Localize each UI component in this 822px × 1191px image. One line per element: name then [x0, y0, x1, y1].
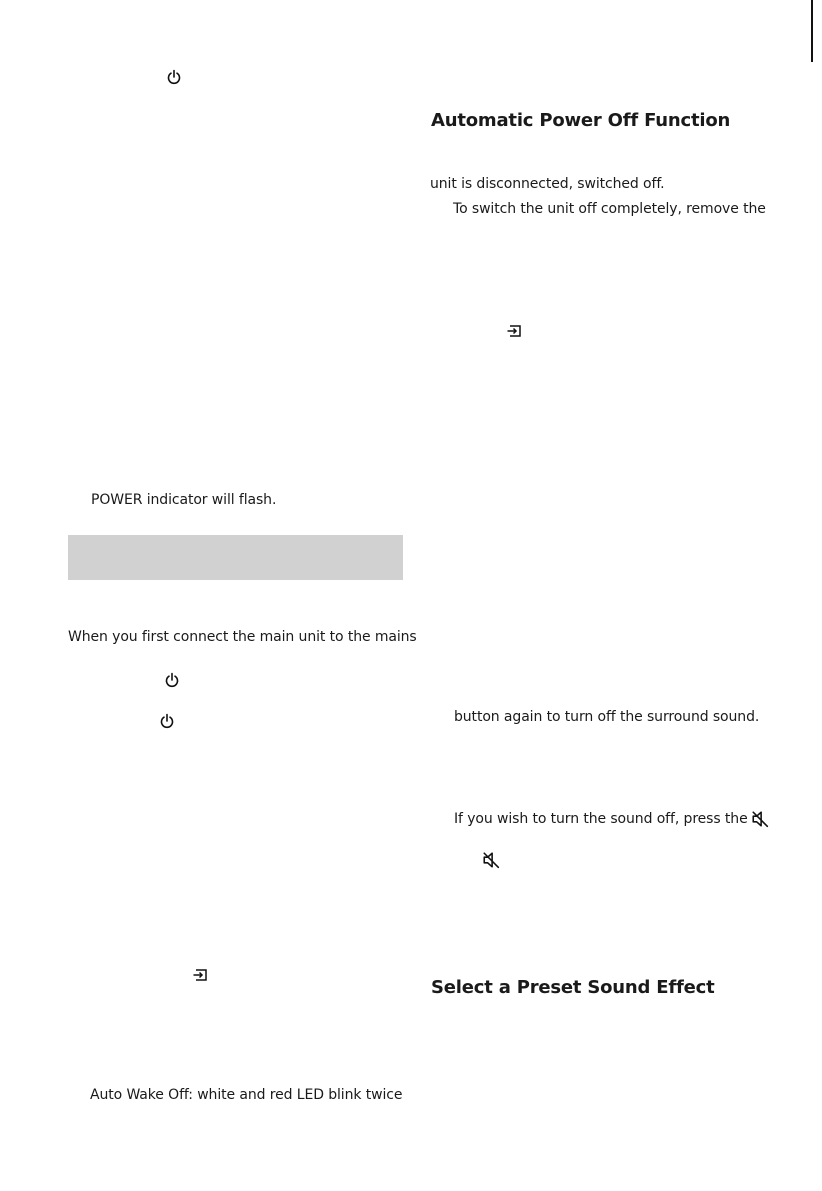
input-source-icon: [192, 967, 208, 983]
auto-power-off-line-2: To switch the unit off completely, remove the: [453, 201, 766, 217]
power-indicator-note: POWER indicator will flash.: [91, 492, 277, 508]
mute-icon: [751, 810, 769, 828]
mute-icon: [482, 851, 500, 869]
power-icon: [166, 69, 182, 85]
preset-sound-heading: Select a Preset Sound Effect: [431, 977, 715, 998]
auto-power-off-heading: Automatic Power Off Function: [431, 110, 731, 131]
mute-note: If you wish to turn the sound off, press the: [454, 811, 748, 827]
power-icon: [159, 713, 175, 729]
auto-power-off-line-1: unit is disconnected, switched off.: [430, 176, 665, 192]
section-header-band: [68, 535, 403, 580]
surround-note: button again to turn off the surround sound.: [454, 709, 760, 725]
first-connect-note: When you first connect the main unit to the mains: [68, 629, 417, 645]
auto-wake-off-note: Auto Wake Off: white and red LED blink twice: [90, 1087, 403, 1103]
input-source-icon: [506, 323, 522, 339]
power-icon: [164, 672, 180, 688]
page-edge-line: [811, 0, 813, 62]
